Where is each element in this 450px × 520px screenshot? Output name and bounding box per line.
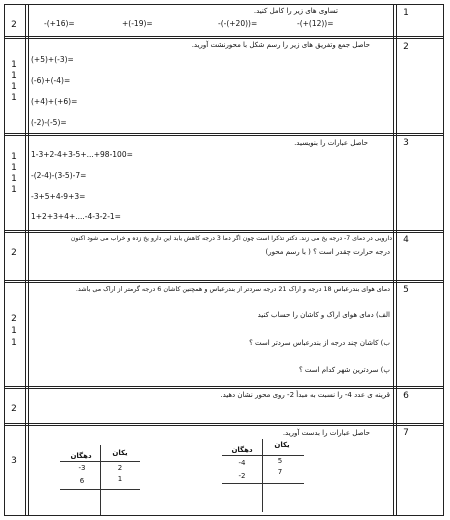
table-cell: -2 (238, 472, 246, 480)
question-score-3: 1 (11, 163, 17, 173)
q1-item: -(+16)= (44, 19, 75, 28)
q2-item: (-6)+(-4)= (31, 76, 71, 85)
question-5-part-b: ب) کاشان چند درجه از بندرعباس سردتر است ؟ (249, 339, 390, 347)
table-header-units: یکان (274, 441, 290, 449)
row-divider (4, 425, 444, 426)
question-score-6: 2 (11, 404, 17, 414)
question-score-5: 1 (11, 338, 17, 348)
table-cell: 2 (117, 464, 123, 472)
question-number-1: 1 (403, 8, 409, 18)
q3-item: 1+2+3+4+....-4-3-2-1= (31, 212, 121, 221)
row-divider (4, 282, 444, 283)
question-score-5: 1 (11, 326, 17, 336)
q1-item: +(-19)= (122, 19, 153, 28)
question-number-3: 3 (403, 138, 409, 148)
table-rule (222, 483, 304, 484)
table-rule (60, 489, 140, 490)
table-cell: 7 (277, 468, 283, 476)
question-score-3: 1 (11, 152, 17, 162)
table-cell: 6 (79, 477, 85, 485)
question-5-intro: دمای هوای بندرعباس 18 درجه و اراک 21 درجه سردتر از بندرعباس و همچنین کاشان 6 درجه گرمتر از اراک می باشد. (75, 285, 390, 293)
number-column-divider-double (396, 4, 397, 516)
question-score-1: 2 (11, 20, 17, 30)
question-score-2: 1 (11, 93, 17, 103)
table-cell: 1 (117, 475, 123, 483)
question-score-7: 3 (11, 456, 17, 466)
table-rule (262, 439, 263, 512)
row-divider (4, 386, 444, 387)
q1-item: -(+(12))= (297, 19, 334, 28)
question-number-7: 7 (403, 428, 409, 438)
row-divider (4, 423, 444, 424)
score-column-divider-double (28, 4, 29, 516)
q2-item: (+5)+(-3)= (31, 55, 74, 64)
table-rule (100, 445, 101, 515)
table-cell: 5 (277, 457, 283, 465)
question-4-line-1: دارویی در دمای 7- درجه یخ می زند. دکتر تذکرا است چون اگر دما 3 درجه کاهش یابد این دارو یخ زده و خراب می شود اکنون (70, 235, 392, 242)
question-5-part-a: الف) دمای هوای اراک و کاشان را حساب کنید (257, 311, 390, 319)
q3-item: -3+5+4-9+3= (31, 192, 86, 201)
row-divider (4, 280, 444, 281)
q3-item: 1-3+2-4+3-5+...+98-100= (31, 150, 133, 159)
q3-item: -(2-4)-(3-5)-7= (31, 171, 87, 180)
row-divider (4, 38, 444, 39)
question-number-5: 5 (403, 285, 409, 295)
question-number-2: 2 (403, 42, 409, 52)
row-divider (4, 133, 444, 134)
question-score-3: 1 (11, 174, 17, 184)
q1-item: -(-(+20))= (218, 19, 258, 28)
question-2-title: حاصل جمع وتفریق های زیر را رسم شکل با محورنشت آورید. (191, 41, 370, 49)
number-column-divider (393, 4, 394, 516)
table-cell: -3 (78, 464, 86, 472)
question-number-4: 4 (403, 235, 409, 245)
table-header-units: یکان (112, 449, 128, 457)
question-score-2: 1 (11, 82, 17, 92)
question-score-5: 2 (11, 314, 17, 324)
question-6-title: قرینه ی عدد 4- را نسبت به مبدأ 2- روی محور نشان دهید. (220, 391, 390, 399)
question-5-part-c: پ) سردترین شهر کدام است ؟ (298, 366, 390, 374)
question-score-4: 2 (11, 248, 17, 258)
question-1-title: تساوی های زیر را کامل کنید. (253, 7, 338, 15)
question-number-6: 6 (403, 391, 409, 401)
row-divider (4, 388, 444, 389)
table-cell: -4 (238, 459, 246, 467)
question-score-3: 1 (11, 185, 17, 195)
row-divider (4, 135, 444, 136)
question-4-line-2: درجه حرارت چقدر است ؟ ( با رسم محور) (265, 248, 390, 256)
question-score-2: 1 (11, 60, 17, 70)
row-divider (4, 232, 444, 233)
question-3-title: حاصل عبارات را بنویسید. (294, 139, 368, 147)
row-divider (4, 36, 444, 37)
question-score-2: 1 (11, 71, 17, 81)
table-rule (222, 455, 304, 456)
question-7-title: حاصل عبارات را بدست آورید. (282, 429, 370, 437)
q2-item: (-2)-(-5)= (31, 118, 67, 127)
row-divider (4, 230, 444, 231)
table-header-tens: دهگان (70, 452, 92, 460)
table-header-tens: دهگان (231, 446, 253, 454)
q2-item: (+4)+(+6)= (31, 97, 78, 106)
